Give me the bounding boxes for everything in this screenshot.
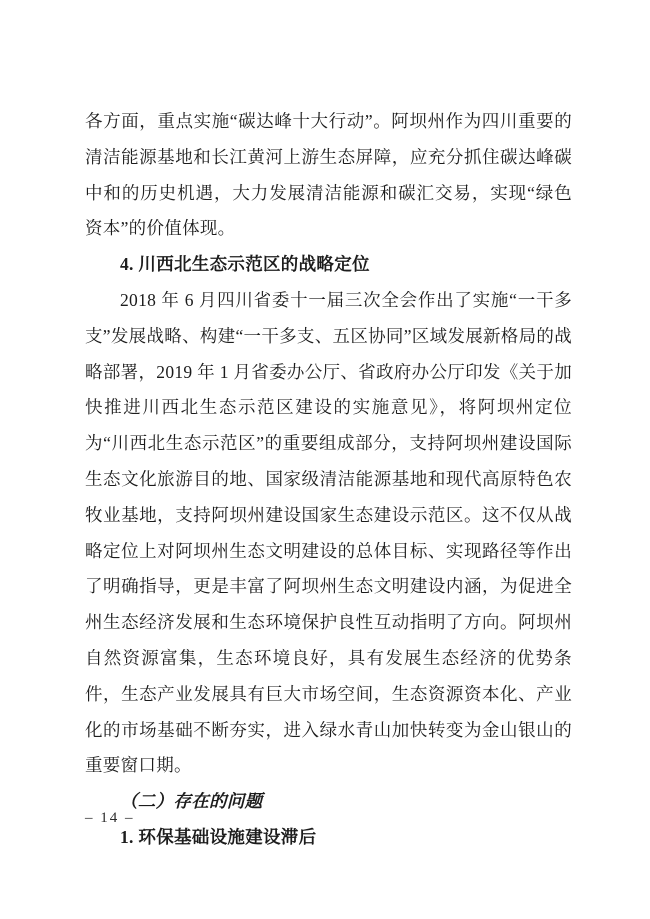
paragraph-chuanxibei-strategy: 2018 年 6 月四川省委十一届三次全会作出了实施“一干多支”发展战略、构建“一干多支、五区协同”区域发展新格局的战略部署，2019 年 1 月省委办公厅、省政府办公厅印发《关于加快推进川西北生态示范区建设的实施意见》，将阿坝州定位为“川西北生态示范区”的重要组成部分，支持阿坝州建设国际生态文化旅游目的地、国家级清洁能源基地和现代高原特色农牧业基地，支持阿坝州建设国家生态建设示范区。这不仅从战略定位上对阿坝州生态文明建设的总体目标、实现路径等作出了明确指导，更是丰富了阿坝州生态文明建设内涵，为促进全州生态经济发展和生态环境保护良性互动指明了方向。阿坝州自然资源富集，生态环境良好，具有发展生态经济的优势条件，生态产业发展具有巨大市场空间，生态资源资本化、产业化的市场基础不断夯实，进入绿水青山加快转变为金山银山的重要窗口期。: [85, 289, 572, 776]
heading-1-env-infrastructure-lag: 1. 环保基础设施建设滞后: [120, 826, 317, 847]
heading-section-2-existing-problems: （二）存在的问题: [120, 791, 263, 812]
text-content: [85, 104, 572, 856]
heading-4-chuanxibei-strategic-position: 4. 川西北生态示范区的战略定位: [120, 254, 370, 275]
paragraph-carbon-peak-actions: 各方面，重点实施“碳达峰十大行动”。阿坝州作为四川重要的清洁能源基地和长江黄河上游生态屏障，应充分抓住碳达峰碳中和的历史机遇，大力发展清洁能源和碳汇交易，实现“绿色资本”的价值体现。: [85, 111, 572, 239]
page-number: – 14 –: [85, 810, 135, 826]
